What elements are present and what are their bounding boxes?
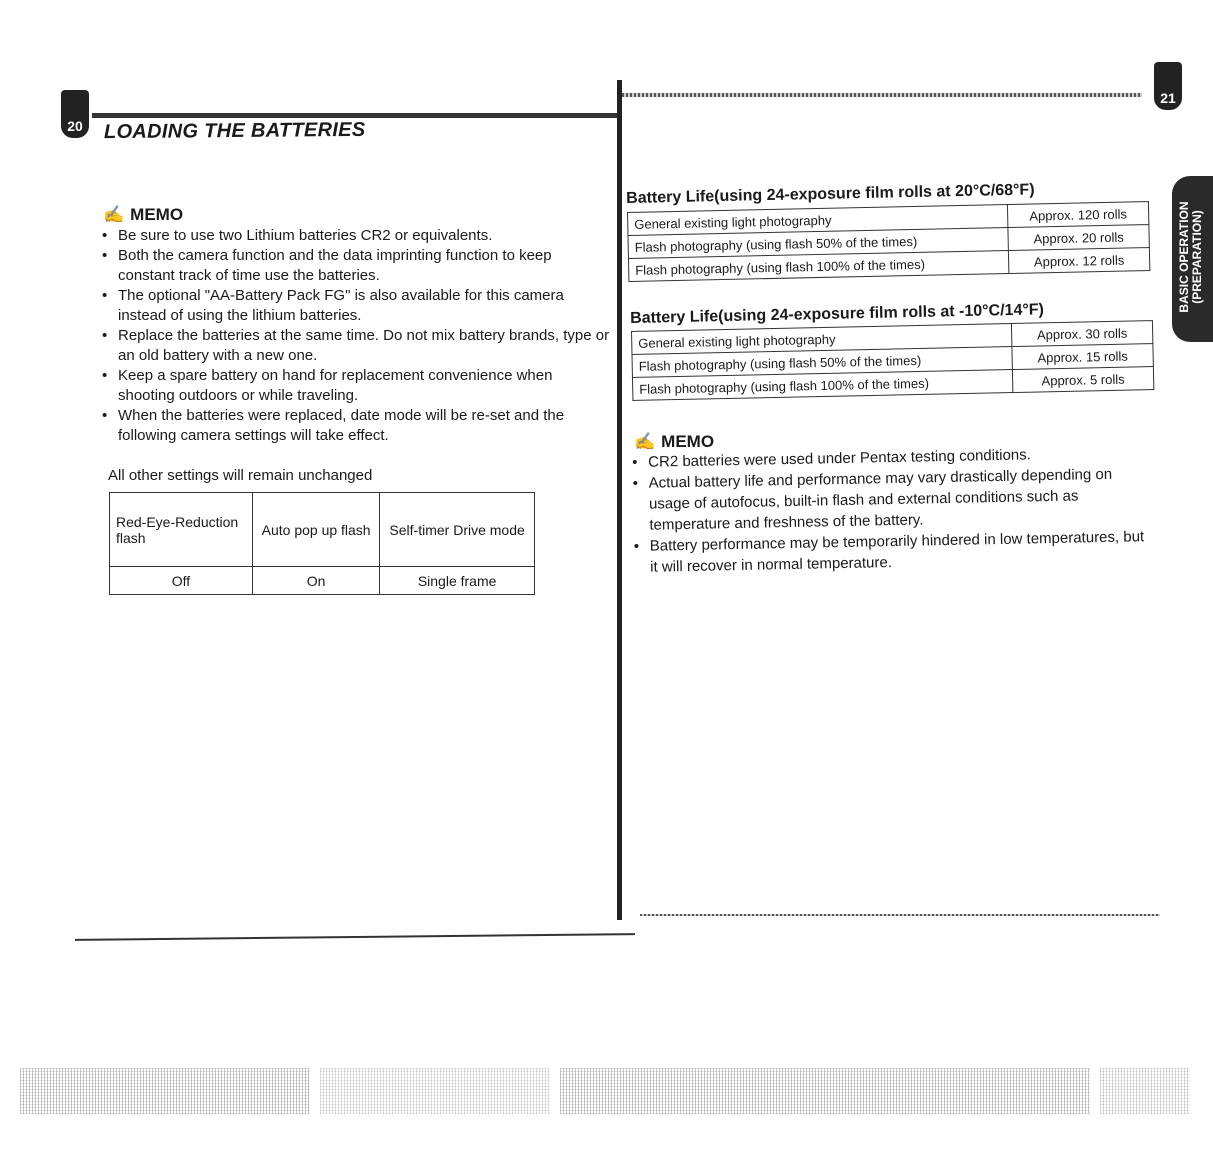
battery-rolls-value: Approx. 30 rolls bbox=[1011, 321, 1152, 347]
battery-mode-label: Flash photography (using flash 50% of the times) bbox=[632, 347, 1012, 378]
right-header-rule bbox=[622, 93, 1142, 97]
battery-rolls-value: Approx. 15 rolls bbox=[1012, 344, 1153, 370]
memo-heading-right bbox=[634, 432, 714, 452]
bottom-rule-right bbox=[640, 914, 1160, 916]
book-spine bbox=[617, 80, 622, 920]
side-tab-line: (PREPARATION) bbox=[1190, 210, 1204, 304]
settings-value: On bbox=[253, 567, 380, 595]
battery-rolls-value: Approx. 120 rolls bbox=[1007, 202, 1148, 228]
settings-header: Self-timer Drive mode bbox=[380, 493, 535, 567]
battery-life-minus10-table bbox=[631, 320, 1154, 401]
memo-item: • Replace the batteries at the same time. Do not mix battery brands, type or an old battery with a new one. bbox=[102, 326, 617, 366]
battery-rolls-value: Approx. 5 rolls bbox=[1012, 367, 1153, 393]
memo-heading-text: MEMO bbox=[661, 432, 715, 451]
page-number-right: 21 bbox=[1154, 62, 1182, 110]
battery-mode-label: General existing light photography bbox=[628, 205, 1008, 236]
settings-note: All other settings will remain unchanged bbox=[108, 467, 373, 484]
memo-item: • Keep a spare battery on hand for replacement convenience when shooting outdoors or while traveling. bbox=[102, 366, 608, 406]
memo-item: • Battery performance may be temporarily hindered in low temperatures, but it will recover in normal temperature. bbox=[634, 526, 1155, 578]
settings-value: Off bbox=[110, 567, 253, 595]
battery-rolls-value: Approx. 20 rolls bbox=[1008, 225, 1149, 251]
memo-item: • Actual battery life and performance may vary drastically depending on usage of autofocus, built-in flash and external conditions such as temperature and freshness of the battery. bbox=[632, 463, 1153, 536]
scan-noise bbox=[20, 1068, 310, 1114]
settings-value: Single frame bbox=[380, 567, 535, 595]
page-number-left: 20 bbox=[61, 90, 89, 138]
memo-item: • CR2 batteries were used under Pentax testing conditions. bbox=[632, 442, 1152, 473]
battery-life-minus10-heading: Battery Life(using 24-exposure film rolls at -10°C/14°F) bbox=[630, 301, 1045, 327]
side-tab-line: BASIC OPERATION bbox=[1177, 201, 1191, 313]
memo-item: • The optional "AA-Battery Pack FG" is also available for this camera instead of using the lithium batteries. bbox=[102, 286, 613, 326]
memo-list-left bbox=[102, 226, 617, 446]
battery-mode-label: Flash photography (using flash 50% of the times) bbox=[628, 228, 1008, 259]
battery-mode-label: Flash photography (using flash 100% of the times) bbox=[628, 251, 1008, 282]
memo-heading-left bbox=[103, 205, 183, 225]
battery-mode-label: Flash photography (using flash 100% of the times) bbox=[632, 370, 1012, 401]
bottom-rule bbox=[75, 933, 635, 941]
memo-item: • When the batteries were replaced, date mode will be re-set and the following camera settings will take effect. bbox=[102, 406, 613, 446]
memo-pencil-icon: ✍ bbox=[103, 205, 125, 224]
battery-mode-label: General existing light photography bbox=[632, 324, 1012, 355]
memo-heading-text: MEMO bbox=[130, 205, 184, 224]
memo-pencil-icon: ✍ bbox=[634, 432, 656, 451]
page-title: LOADING THE BATTERIES bbox=[103, 118, 366, 144]
scan-noise bbox=[560, 1068, 1090, 1114]
battery-life-20-heading: Battery Life(using 24-exposure film rolls at 20°C/68°F) bbox=[626, 181, 1035, 207]
scan-noise bbox=[1100, 1068, 1190, 1114]
section-side-tab-label bbox=[1178, 182, 1204, 332]
left-header-rule bbox=[92, 113, 620, 118]
memo-list-right bbox=[632, 442, 1154, 578]
settings-header: Red-Eye-Reduction flash bbox=[110, 493, 253, 567]
settings-table bbox=[109, 492, 535, 595]
memo-item: • Both the camera function and the data imprinting function to keep constant track of time use the batteries. bbox=[102, 246, 608, 286]
battery-life-20-table bbox=[627, 201, 1150, 282]
battery-rolls-value: Approx. 12 rolls bbox=[1008, 248, 1149, 274]
settings-header: Auto pop up flash bbox=[253, 493, 380, 567]
scan-noise bbox=[320, 1068, 550, 1114]
memo-item: • Be sure to use two Lithium batteries CR2 or equivalents. bbox=[102, 226, 617, 246]
